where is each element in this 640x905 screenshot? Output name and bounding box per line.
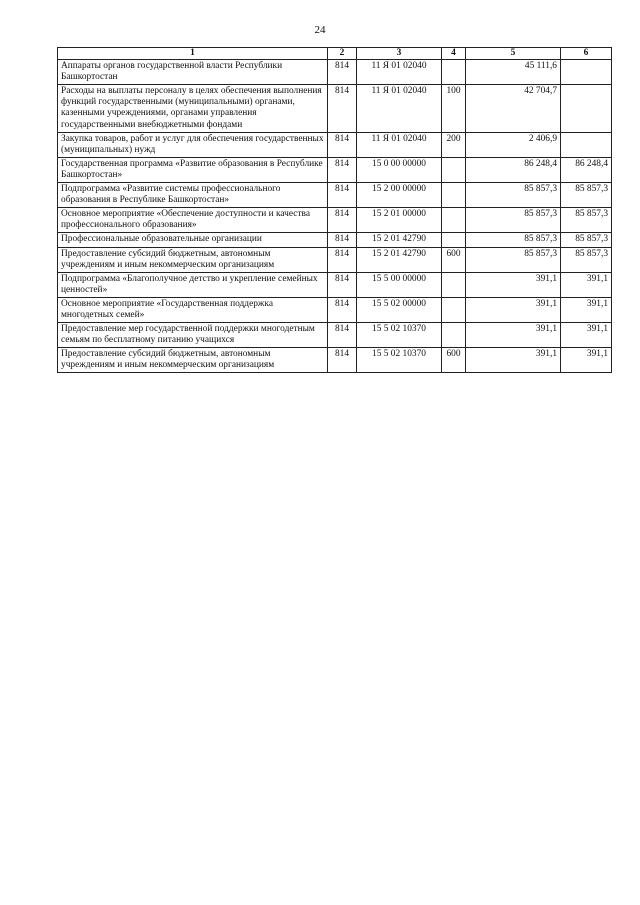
row-csr-cell: 15 5 02 10370 — [357, 323, 442, 348]
row-sum2-cell — [561, 85, 612, 132]
page-number: 24 — [314, 24, 326, 36]
row-ved-cell: 814 — [328, 297, 357, 322]
table-row — [58, 208, 612, 233]
row-sum1-cell: 85 857,3 — [466, 233, 561, 247]
row-sum1-cell: 42 704,7 — [466, 85, 561, 132]
row-vr-cell — [442, 208, 466, 233]
table-row — [58, 233, 612, 247]
row-sum1-cell: 85 857,3 — [466, 247, 561, 272]
column-header: 6 — [561, 48, 612, 60]
row-ved-cell: 814 — [328, 323, 357, 348]
row-ved-cell: 814 — [328, 60, 357, 85]
column-header: 2 — [328, 48, 357, 60]
table-row — [58, 60, 612, 85]
row-sum2-cell: 391,1 — [561, 323, 612, 348]
row-vr-cell: 600 — [442, 348, 466, 373]
row-name-cell: Предоставление субсидий бюджетным, автономным учреждениям и иным некоммерческим организациям — [58, 348, 328, 373]
row-vr-cell: 600 — [442, 247, 466, 272]
column-header: 1 — [58, 48, 328, 60]
table-row — [58, 272, 612, 297]
row-name-cell: Государственная программа «Развитие образования в Республике Башкортостан» — [58, 157, 328, 182]
row-csr-cell: 11 Я 01 02040 — [357, 85, 442, 132]
row-ved-cell: 814 — [328, 132, 357, 157]
row-sum2-cell — [561, 60, 612, 85]
row-vr-cell: 200 — [442, 132, 466, 157]
row-ved-cell: 814 — [328, 272, 357, 297]
row-csr-cell: 15 5 02 10370 — [357, 348, 442, 373]
row-name-cell: Расходы на выплаты персоналу в целях обеспечения выполнения функций государственными (муниципальными) органами, казенными учреждениями, органами управления государственными внебюджетными фондами — [58, 85, 328, 132]
row-sum2-cell: 86 248,4 — [561, 157, 612, 182]
column-header: 5 — [466, 48, 561, 60]
table-row — [58, 348, 612, 373]
row-ved-cell: 814 — [328, 348, 357, 373]
row-sum1-cell: 2 406,9 — [466, 132, 561, 157]
row-ved-cell: 814 — [328, 247, 357, 272]
row-name-cell: Основное мероприятие «Государственная поддержка многодетных семей» — [58, 297, 328, 322]
row-sum2-cell: 85 857,3 — [561, 208, 612, 233]
row-ved-cell: 814 — [328, 85, 357, 132]
row-sum1-cell: 391,1 — [466, 272, 561, 297]
row-csr-cell: 15 2 01 42790 — [357, 247, 442, 272]
row-sum1-cell: 391,1 — [466, 297, 561, 322]
row-vr-cell — [442, 272, 466, 297]
row-name-cell: Подпрограмма «Развитие системы профессионального образования в Республике Башкортостан» — [58, 183, 328, 208]
row-ved-cell: 814 — [328, 183, 357, 208]
row-sum2-cell: 391,1 — [561, 348, 612, 373]
budget-table — [57, 47, 612, 373]
row-name-cell: Подпрограмма «Благополучное детство и укрепление семейных ценностей» — [58, 272, 328, 297]
row-name-cell: Закупка товаров, работ и услуг для обеспечения государственных (муниципальных) нужд — [58, 132, 328, 157]
row-sum1-cell: 85 857,3 — [466, 183, 561, 208]
row-csr-cell: 15 5 00 00000 — [357, 272, 442, 297]
row-ved-cell: 814 — [328, 233, 357, 247]
row-csr-cell: 15 5 02 00000 — [357, 297, 442, 322]
row-vr-cell — [442, 60, 466, 85]
table-body — [58, 60, 612, 373]
row-sum1-cell: 391,1 — [466, 323, 561, 348]
row-sum2-cell — [561, 132, 612, 157]
row-csr-cell: 15 2 00 00000 — [357, 183, 442, 208]
row-vr-cell — [442, 297, 466, 322]
table-row — [58, 132, 612, 157]
table-row — [58, 247, 612, 272]
row-name-cell: Аппараты органов государственной власти Республики Башкортостан — [58, 60, 328, 85]
table-row — [58, 297, 612, 322]
row-sum1-cell: 86 248,4 — [466, 157, 561, 182]
row-sum2-cell: 85 857,3 — [561, 233, 612, 247]
row-vr-cell — [442, 233, 466, 247]
row-sum1-cell: 45 111,6 — [466, 60, 561, 85]
row-sum1-cell: 85 857,3 — [466, 208, 561, 233]
table-header-row — [58, 48, 612, 60]
row-name-cell: Профессиональные образовательные организации — [58, 233, 328, 247]
row-name-cell: Предоставление субсидий бюджетным, автономным учреждениям и иным некоммерческим организациям — [58, 247, 328, 272]
table-row — [58, 85, 612, 132]
row-sum2-cell: 391,1 — [561, 272, 612, 297]
row-ved-cell: 814 — [328, 208, 357, 233]
row-vr-cell: 100 — [442, 85, 466, 132]
row-vr-cell — [442, 157, 466, 182]
row-vr-cell — [442, 183, 466, 208]
row-sum2-cell: 85 857,3 — [561, 183, 612, 208]
row-csr-cell: 15 2 01 42790 — [357, 233, 442, 247]
row-csr-cell: 15 2 01 00000 — [357, 208, 442, 233]
row-csr-cell: 11 Я 01 02040 — [357, 60, 442, 85]
column-header: 4 — [442, 48, 466, 60]
row-sum2-cell: 391,1 — [561, 297, 612, 322]
row-csr-cell: 15 0 00 00000 — [357, 157, 442, 182]
table-row — [58, 323, 612, 348]
row-vr-cell — [442, 323, 466, 348]
row-sum1-cell: 391,1 — [466, 348, 561, 373]
table-row — [58, 157, 612, 182]
row-ved-cell: 814 — [328, 157, 357, 182]
table-row — [58, 183, 612, 208]
row-name-cell: Предоставление мер государственной поддержки многодетным семьям по бесплатному питанию учащихся — [58, 323, 328, 348]
row-csr-cell: 11 Я 01 02040 — [357, 132, 442, 157]
row-sum2-cell: 85 857,3 — [561, 247, 612, 272]
row-name-cell: Основное мероприятие «Обеспечение доступности и качества профессионального образования» — [58, 208, 328, 233]
column-header: 3 — [357, 48, 442, 60]
